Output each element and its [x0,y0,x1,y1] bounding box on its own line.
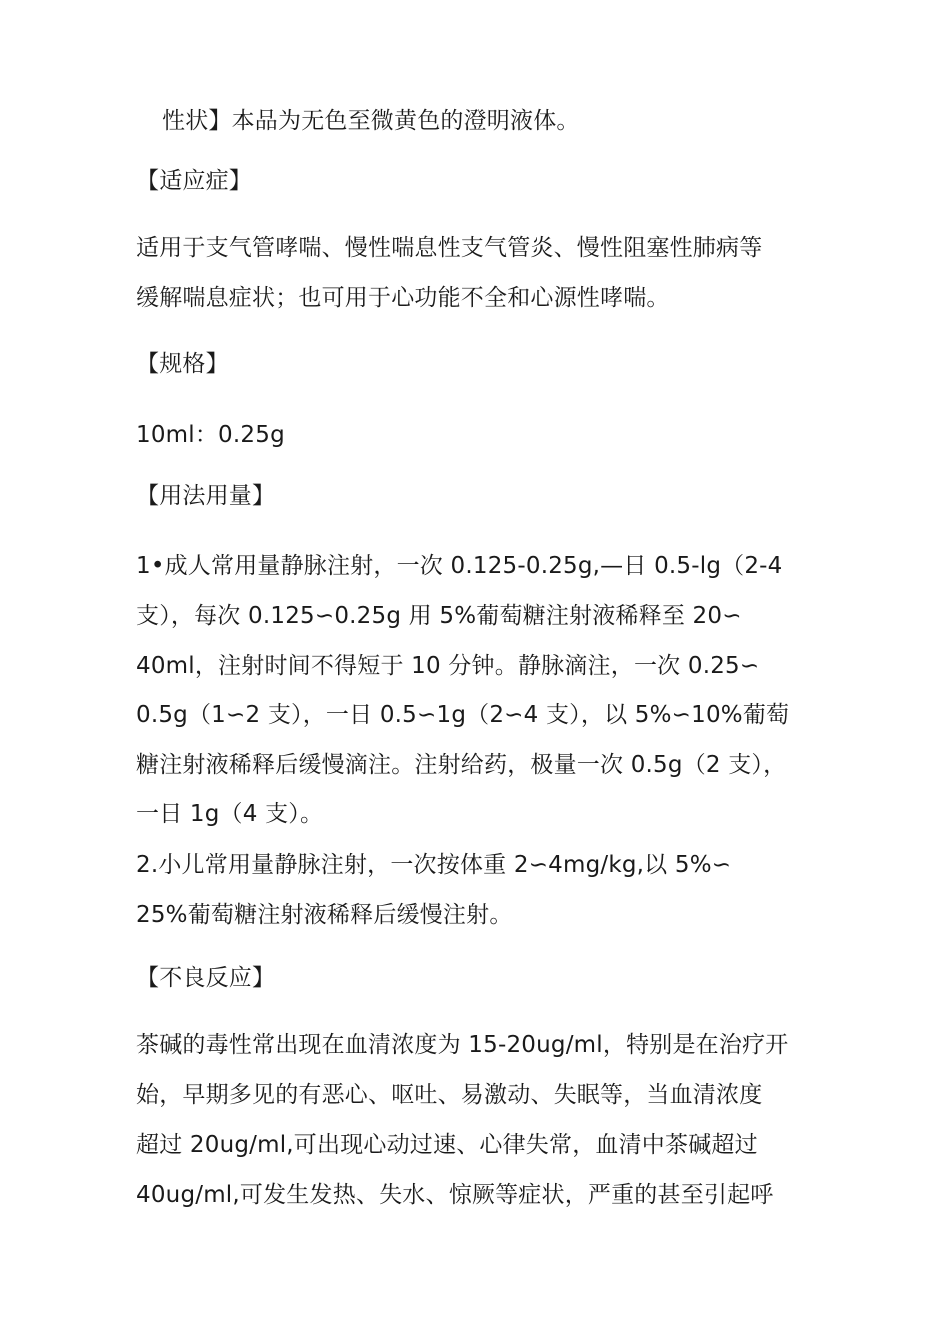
paragraph-line: 25%葡萄糖注射液稀释后缓慢注射。 [136,902,513,928]
paragraph-line: 支），每次 0.125∽0.25g 用 5%葡萄糖注射液稀释至 20∽ [136,603,742,629]
paragraph-line: 始，早期多见的有恶心、呕吐、易激动、失眠等，当血清浓度 [136,1082,763,1108]
paragraph-line: 1•成人常用量静脉注射，一次 0.125-0.25g,—日 0.5-lg（2-4 [136,553,783,579]
section-heading-specification: 【规格】 [136,351,229,377]
paragraph-line: 40ug/ml,可发生发热、失水、惊厥等症状，严重的甚至引起呼 [136,1182,774,1208]
paragraph-line: 超过 20ug/ml,可出现心动过速、心律失常，血清中茶碱超过 [136,1132,758,1158]
paragraph-line: 40ml，注射时间不得短于 10 分钟。静脉滴注，一次 0.25∽ [136,653,760,679]
paragraph-line: 一日 1g（4 支）。 [136,801,324,827]
section-heading-indications: 【适应症】 [136,168,252,194]
paragraph-line: 2.小儿常用量静脉注射，一次按体重 2∽4mg/kg,以 5%∽ [136,852,732,878]
paragraph-line: 10ml：0.25g [136,422,285,448]
paragraph-line: 0.5g（1∽2 支），一日 0.5∽1g（2∽4 支），以 5%∽10%葡萄 [136,702,790,728]
intro-line: 性状】本品为无色至微黄色的澄明液体。 [162,108,580,134]
section-heading-dosage: 【用法用量】 [136,483,276,509]
paragraph-line: 缓解喘息症状；也可用于心功能不全和心源性哮喘。 [136,285,670,311]
section-heading-adverse-reactions: 【不良反应】 [136,965,276,991]
paragraph-line: 适用于支气管哮喘、慢性喘息性支气管炎、慢性阻塞性肺病等 [136,235,763,261]
paragraph-line: 茶碱的毒性常出现在血清浓度为 15-20ug/ml，特别是在治疗开 [136,1032,789,1058]
paragraph-line: 糖注射液稀释后缓慢滴注。注射给药，极量一次 0.5g（2 支）， [136,752,787,778]
